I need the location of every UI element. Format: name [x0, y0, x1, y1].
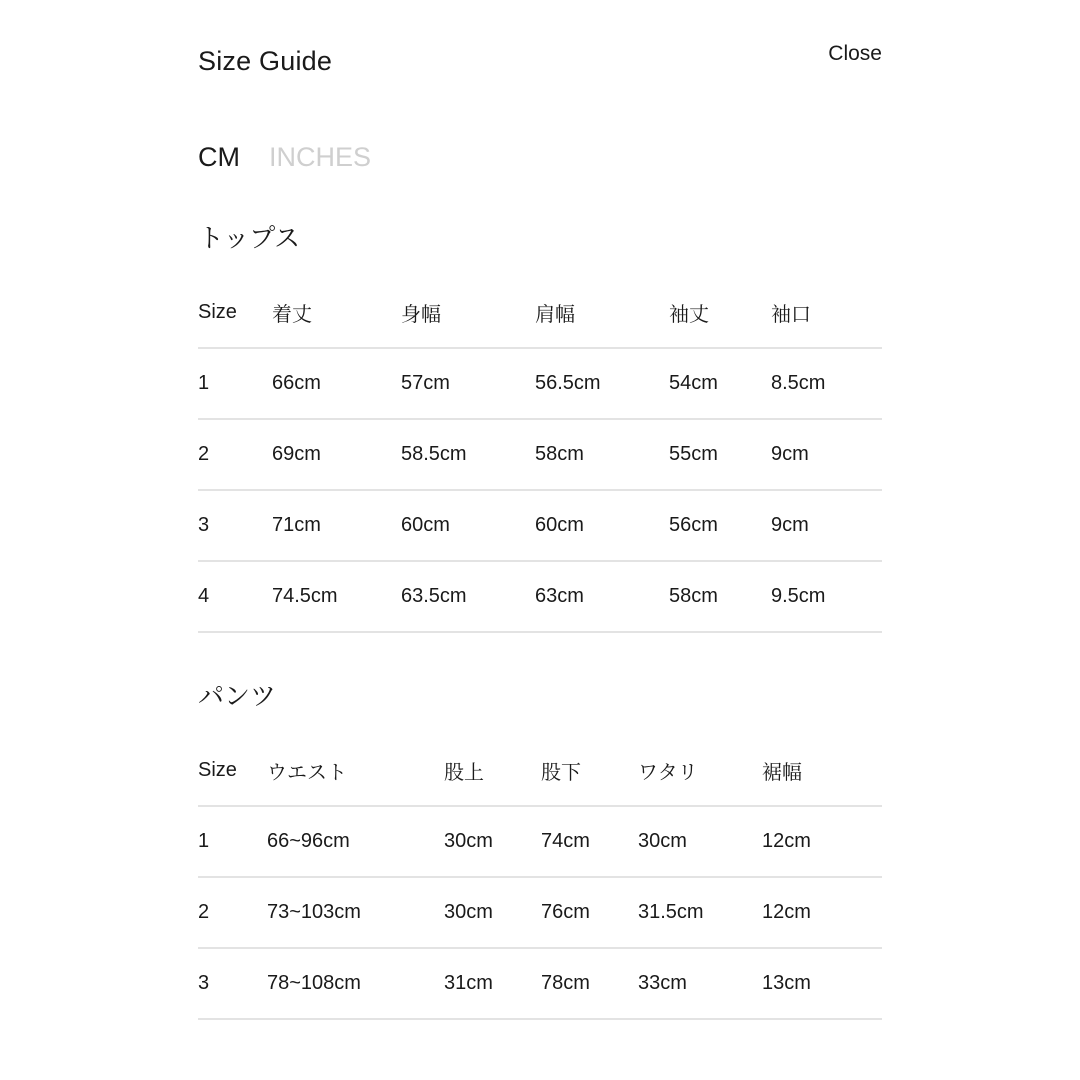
- modal-title: Size Guide: [198, 46, 333, 76]
- pants-size-table: [198, 736, 882, 1020]
- table-row: [198, 877, 882, 948]
- table-cell: 1: [198, 372, 210, 394]
- table-cell: 57cm: [401, 372, 450, 394]
- table-cell: 76cm: [541, 901, 590, 923]
- table-cell: 13cm: [762, 972, 811, 994]
- table-cell: 60cm: [401, 514, 450, 536]
- table-cell: 9cm: [771, 514, 809, 536]
- table-row: [198, 419, 882, 490]
- header-cell: Size: [198, 301, 237, 323]
- table-cell: 63cm: [535, 585, 584, 607]
- table-cell: 58cm: [669, 585, 718, 607]
- size-guide-modal: [198, 0, 882, 1080]
- table-row: [198, 490, 882, 561]
- header-cell: 袖口: [771, 304, 811, 326]
- table-cell: 56cm: [669, 514, 718, 536]
- table-cell: 78cm: [541, 972, 590, 994]
- header-cell: ワタリ: [638, 762, 698, 784]
- table-cell: 74.5cm: [272, 585, 338, 607]
- header-cell: 着丈: [272, 304, 312, 326]
- table-row: [198, 948, 882, 1019]
- tops-size-table: [198, 278, 882, 633]
- unit-toggle: [198, 140, 371, 174]
- table-row: [198, 806, 882, 877]
- header-cell: 袖丈: [669, 304, 709, 326]
- table-cell: 66~96cm: [267, 830, 350, 852]
- table-cell: 4: [198, 585, 210, 607]
- table-cell: 78~108cm: [267, 972, 361, 994]
- header-cell: 身幅: [401, 304, 441, 326]
- header-cell: ウエスト: [267, 762, 347, 784]
- table-cell: 31cm: [444, 972, 493, 994]
- header-cell: 肩幅: [535, 304, 575, 326]
- header-cell: 裾幅: [762, 762, 802, 784]
- table-cell: 9cm: [771, 443, 809, 465]
- table-cell: 66cm: [272, 372, 321, 394]
- table-cell: 60cm: [535, 514, 584, 536]
- table-cell: 3: [198, 972, 210, 994]
- table-cell: 56.5cm: [535, 372, 601, 394]
- table-cell: 12cm: [762, 830, 811, 852]
- table-cell: 69cm: [272, 443, 321, 465]
- close-button[interactable]: Close: [828, 42, 882, 65]
- table-cell: 63.5cm: [401, 585, 467, 607]
- table-cell: 12cm: [762, 901, 811, 923]
- table-cell: 8.5cm: [771, 372, 826, 394]
- table-header-row: [198, 736, 882, 806]
- table-cell: 71cm: [272, 514, 321, 536]
- table-cell: 30cm: [444, 901, 493, 923]
- table-cell: 58.5cm: [401, 443, 467, 465]
- table-cell: 74cm: [541, 830, 590, 852]
- table-cell: 55cm: [669, 443, 718, 465]
- table-cell: 9.5cm: [771, 585, 826, 607]
- unit-tab-inches[interactable]: INCHES: [269, 142, 372, 172]
- table-row: [198, 561, 882, 632]
- table-header-row: [198, 278, 882, 348]
- table-cell: 1: [198, 830, 210, 852]
- pants-section-title: パンツ: [198, 681, 277, 711]
- table-cell: 30cm: [638, 830, 687, 852]
- table-cell: 73~103cm: [267, 901, 361, 923]
- table-cell: 3: [198, 514, 210, 536]
- tops-section-title: トップス: [198, 223, 301, 253]
- table-cell: 30cm: [444, 830, 493, 852]
- table-cell: 58cm: [535, 443, 584, 465]
- unit-tab-cm[interactable]: CM: [198, 142, 240, 172]
- table-row: [198, 348, 882, 419]
- table-cell: 33cm: [638, 972, 687, 994]
- table-cell: 2: [198, 901, 210, 923]
- table-cell: 31.5cm: [638, 901, 704, 923]
- header-cell: 股下: [541, 762, 581, 784]
- header-cell: Size: [198, 759, 237, 781]
- table-cell: 2: [198, 443, 210, 465]
- header-cell: 股上: [444, 762, 484, 784]
- table-cell: 54cm: [669, 372, 718, 394]
